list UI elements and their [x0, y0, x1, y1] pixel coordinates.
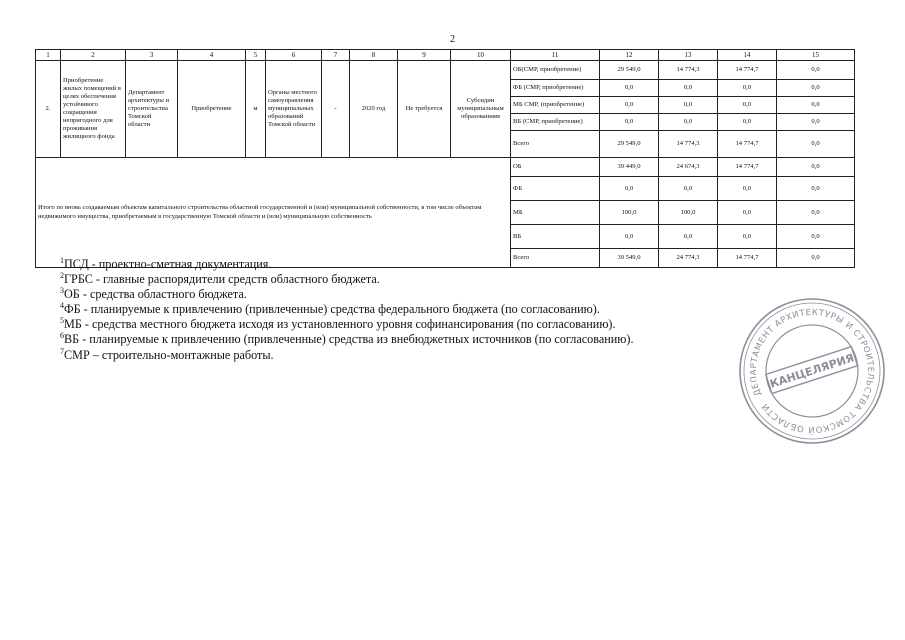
stamp-center-text: КАНЦЕЛЯРИЯ: [768, 351, 856, 391]
value-cell: 14 774,3: [659, 61, 718, 80]
value-cell: 0,0: [718, 201, 777, 225]
value-cell: 39 549,0: [600, 249, 659, 268]
object-name: Приобретение жилых помещений в целях обеспечения устойчивого сокращения непригодного для проживания жилищного фонда: [61, 61, 126, 158]
column-number: 10: [451, 50, 511, 61]
customer: Органы местного самоуправления муниципальных образований Томской области: [266, 61, 322, 158]
capacity: -: [322, 61, 350, 158]
footnote: [60, 272, 634, 287]
recipient: Субсидии муниципальным образованиям: [451, 61, 511, 158]
value-cell: 24 674,3: [659, 158, 718, 177]
funding-source: ВБ (СМР, приобретение): [511, 114, 600, 131]
stamp-ring-text: ДЕПАРТАМЕНТ АРХИТЕКТУРЫ И СТРОИТЕЛЬСТВА ТОМСКОЙ ОБЛАСТИ: [748, 307, 876, 435]
value-cell: 0,0: [777, 158, 855, 177]
value-cell: 0,0: [777, 61, 855, 80]
funding-source: ФБ: [511, 177, 600, 201]
value-cell: 0,0: [777, 201, 855, 225]
value-cell: 0,0: [777, 114, 855, 131]
value-cell: 14 774,7: [718, 131, 777, 158]
column-number: 6: [266, 50, 322, 61]
footnote-marker: 1: [60, 255, 64, 265]
value-cell: 0,0: [600, 97, 659, 114]
funding-source: Всего: [511, 249, 600, 268]
funding-source: ВБ: [511, 225, 600, 249]
value-cell: 0,0: [600, 114, 659, 131]
value-cell: 14 774,7: [718, 158, 777, 177]
table-row: [36, 61, 855, 80]
grbs-name: Департамент архитектуры и строительства Томской области: [126, 61, 178, 158]
footnote-text: ОБ - средства областного бюджета.: [64, 287, 247, 302]
footnote-marker: 6: [60, 331, 64, 341]
value-cell: 0,0: [777, 177, 855, 201]
summary-label: Итого по вновь создаваемым объектам капитального строительства областной государственной и (или) муниципальной собственности, в том числе объектам недвижимого имущества, приобретаемым в государственную Томской области и (или) муниципальную собственность: [36, 158, 511, 268]
column-number: 8: [350, 50, 398, 61]
footnote-text: ГРБС - главные распорядители средств областного бюджета.: [64, 272, 380, 287]
column-number: 9: [398, 50, 451, 61]
value-cell: 24 774,3: [659, 249, 718, 268]
work-type: Приобретение: [178, 61, 246, 158]
value-cell: 0,0: [777, 249, 855, 268]
value-cell: 14 774,3: [659, 131, 718, 158]
column-number: 1: [36, 50, 61, 61]
column-number: 14: [718, 50, 777, 61]
unit: м: [246, 61, 266, 158]
column-number: 4: [178, 50, 246, 61]
column-number-row: [36, 50, 855, 61]
column-number: 15: [777, 50, 855, 61]
value-cell: 0,0: [777, 131, 855, 158]
value-cell: 0,0: [600, 225, 659, 249]
footnote: [60, 348, 634, 363]
funding-source: ОБ(СМР, приобретение): [511, 61, 600, 80]
value-cell: 0,0: [718, 177, 777, 201]
funding-source: МБ СМР, (приобретение): [511, 97, 600, 114]
footnote: [60, 332, 634, 347]
value-cell: 0,0: [718, 114, 777, 131]
footnote-marker: 2: [60, 271, 64, 281]
value-cell: 0,0: [718, 225, 777, 249]
value-cell: 0,0: [777, 80, 855, 97]
value-cell: 0,0: [659, 114, 718, 131]
value-cell: 100,0: [600, 201, 659, 225]
value-cell: 14 774,7: [718, 249, 777, 268]
value-cell: 29 549,0: [600, 131, 659, 158]
column-number: 11: [511, 50, 600, 61]
value-cell: 0,0: [718, 97, 777, 114]
value-cell: 29 549,0: [600, 61, 659, 80]
column-number: 2: [61, 50, 126, 61]
value-cell: 39 449,0: [600, 158, 659, 177]
row-number: 2.: [36, 61, 61, 158]
value-cell: 14 774,7: [718, 61, 777, 80]
footnote-text: МБ - средства местного бюджета исходя из установленного уровня софинансирования (по согласованию).: [64, 317, 616, 332]
footnote-text: ВБ - планируемые к привлечению (привлеченные) средства из внебюджетных источников (по согласованию).: [64, 332, 634, 347]
column-number: 12: [600, 50, 659, 61]
office-stamp: [737, 296, 887, 446]
column-number: 3: [126, 50, 178, 61]
value-cell: 0,0: [659, 97, 718, 114]
footnote-marker: 5: [60, 316, 64, 326]
funding-source: ФБ (СМР, приобретение): [511, 80, 600, 97]
footnote-marker: 4: [60, 301, 64, 311]
footnote: [60, 302, 634, 317]
funding-source: Всего: [511, 131, 600, 158]
column-number: 5: [246, 50, 266, 61]
value-cell: 0,0: [600, 80, 659, 97]
page-number: 2: [450, 34, 455, 45]
funding-source: МБ: [511, 201, 600, 225]
footnotes: [60, 257, 634, 363]
funding-source: ОБ: [511, 158, 600, 177]
value-cell: 0,0: [659, 177, 718, 201]
footnote-marker: 7: [60, 346, 64, 356]
column-number: 7: [322, 50, 350, 61]
footnote: [60, 287, 634, 302]
footnote-text: ФБ - планируемые к привлечению (привлеченные) средства федерального бюджета (по согласованию).: [64, 302, 600, 317]
value-cell: 0,0: [718, 80, 777, 97]
footnote-text: СМР – строительно-монтажные работы.: [64, 347, 274, 362]
value-cell: 0,0: [777, 225, 855, 249]
value-cell: 0,0: [777, 97, 855, 114]
value-cell: 0,0: [659, 80, 718, 97]
footnote: [60, 317, 634, 332]
footnote-marker: 3: [60, 286, 64, 296]
value-cell: 0,0: [600, 177, 659, 201]
budget-table: [35, 49, 855, 268]
summary-row: [36, 158, 855, 177]
footnote: [60, 257, 634, 272]
column-number: 13: [659, 50, 718, 61]
psd-status: Не требуется: [398, 61, 451, 158]
year: 2020 год: [350, 61, 398, 158]
value-cell: 0,0: [659, 225, 718, 249]
footnote-text: ПСД - проектно-сметная документация.: [64, 257, 272, 271]
value-cell: 100,0: [659, 201, 718, 225]
